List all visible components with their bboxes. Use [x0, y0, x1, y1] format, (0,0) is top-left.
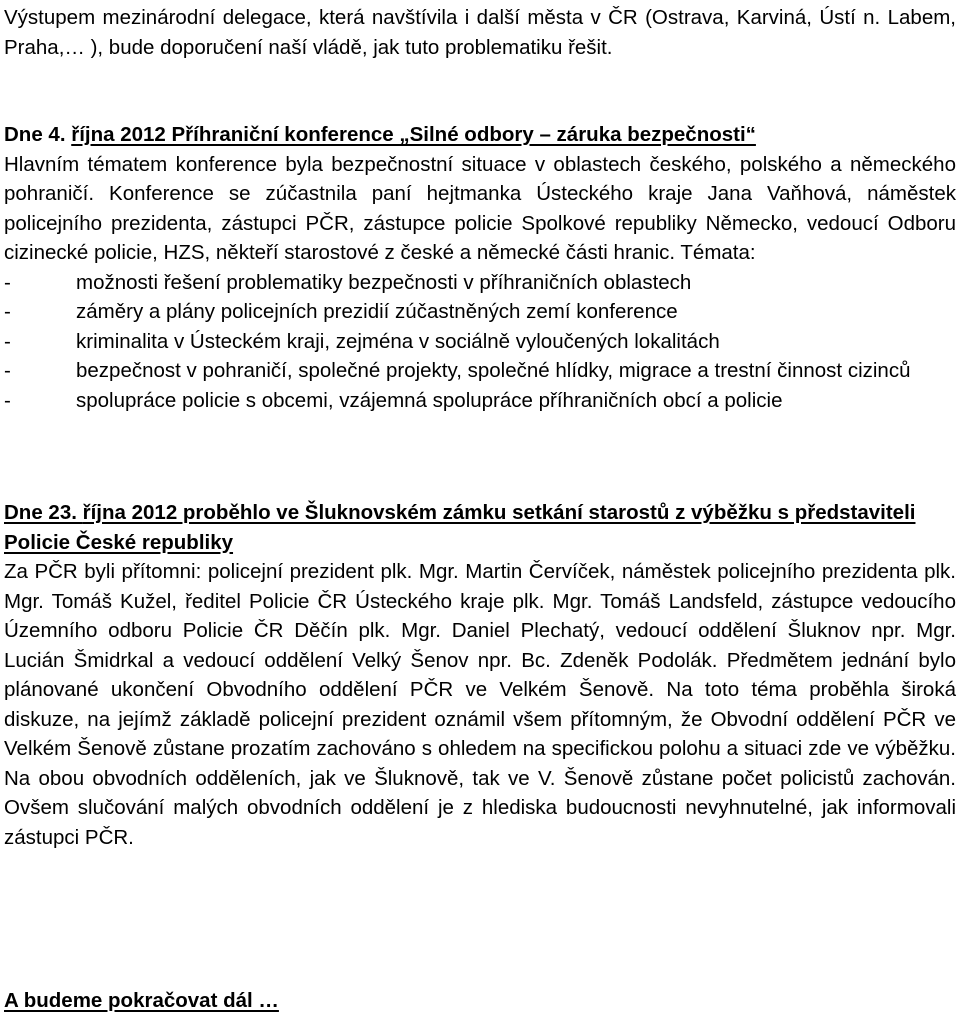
- bullet-dash: -: [4, 270, 11, 294]
- bullet-dash: -: [4, 329, 11, 353]
- conference-body: Hlavním tématem konference byla bezpečnostní situace v oblastech českého, polského a německého pohraničí. Konference se zúčastnila paní hejtmanka Ústeckého kraje Jana Vaňhová, náměstek policejního prezidenta, zástupci PČR, zástupce policie Spolkové republiky Německo, vedoucí Odboru cizinecké policie, HZS, někteří starostové z české a německé části hranic. Témata:: [4, 152, 956, 264]
- intro-paragraph: Výstupem mezinárodní delegace, která navštívila i další města v ČR (Ostrava, Karviná, Ústí n. Labem, Praha,… ), bude doporučení naší vládě, jak tuto problematiku řešit.: [4, 6, 956, 59]
- meeting-heading-title: října 2012 proběhlo ve Šluknovském zámku setkání starostů z výběžku s představiteli Policie České republiky: [4, 501, 916, 554]
- list-item: [4, 268, 956, 298]
- intro-section: [4, 3, 956, 62]
- conference-heading: [4, 120, 956, 150]
- bullet-dash: -: [4, 359, 11, 382]
- conference-section: [4, 120, 956, 415]
- meeting-body: Za PČR byli přítomni: policejní prezident plk. Mgr. Martin Červíček, náměstek policejního prezidenta plk. Mgr. Tomáš Kužel, ředitel Policie ČR Ústeckého kraje plk. Mgr. Tomáš Landsfeld, zástupce vedoucího Územního odboru Policie ČR Děčín plk. Mgr. Daniel Plechatý, vedoucí oddělení Šluknov npr. Mgr. Lucián Šmidrkal a vedoucí oddělení Velký Šenov npr. Bc. Zdeněk Podolák. Předmětem jednání bylo plánované ukončení Obvodního oddělení PČR ve Velkém Šenově. Na toto téma proběhla široká diskuze, na jejímž základě policejní prezident oznámil všem přítomným, že Obvodní oddělení PČR ve Velkém Šenově zůstane prozatím zachováno s ohledem na specifickou polohu a situaci zde ve výběžku. Na obou obvodních odděleních, jak ve Šluknově, tak ve V. Šenově zůstane počet policistů zachován. Ovšem slučování malých obvodních oddělení je z hlediska budoucnosti nevyhnutelné, jak informovali zástupci PČR.: [4, 560, 956, 849]
- closing-section: [4, 986, 956, 1016]
- conference-topics-list: [4, 268, 956, 416]
- list-item: [4, 386, 956, 416]
- topic-text: spolupráce policie s obcemi, vzájemná spolupráce příhraničních obcí a policie: [76, 388, 783, 412]
- meeting-heading-date: Dne 23.: [4, 501, 83, 524]
- meeting-section: [4, 498, 956, 852]
- bullet-dash: -: [4, 300, 11, 323]
- list-item: [4, 297, 956, 327]
- topic-text: kriminalita v Ústeckém kraji, zejména v sociálně vyloučených lokalitách: [76, 329, 720, 353]
- bullet-dash: -: [4, 388, 11, 412]
- conference-heading-date: Dne 4.: [4, 123, 72, 146]
- closing-line: A budeme pokračovat dál …: [4, 989, 279, 1012]
- meeting-heading: [4, 498, 956, 557]
- list-item: [4, 327, 956, 357]
- topic-text: záměry a plány policejních prezidií zúčastněných zemí konference: [76, 300, 678, 323]
- topic-text: možnosti řešení problematiky bezpečnosti v příhraničních oblastech: [76, 270, 692, 294]
- topic-text: bezpečnost v pohraničí, společné projekty, společné hlídky, migrace a trestní činnost cizinců: [76, 359, 911, 382]
- conference-heading-title: října 2012 Příhraniční konference „Silné odbory – záruka bezpečnosti“: [71, 123, 756, 146]
- list-item: [4, 356, 956, 386]
